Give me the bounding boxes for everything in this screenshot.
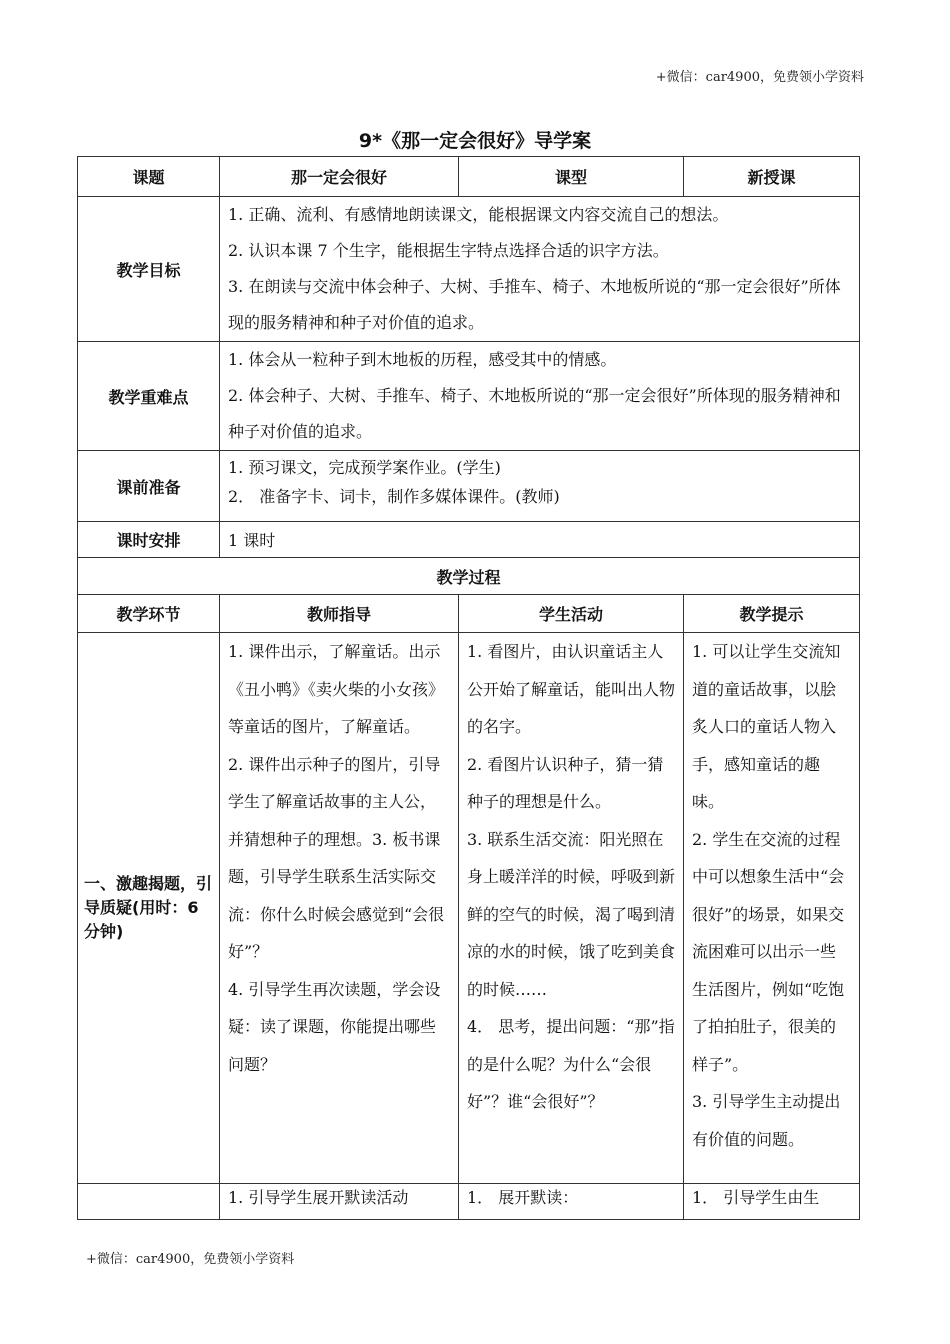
process-header-row: [78, 595, 860, 633]
key-point-item: 2. 体会种子、大树、手推车、椅子、木地板所说的“那一定会很好”所体现的服务精神和种子对价值的追求。: [228, 386, 841, 441]
type-label: 课型: [459, 157, 684, 197]
stage2-row: [78, 1184, 860, 1220]
tip-step: 1. 可以让学生交流知道的童话故事，以脍炙人口的童话人物入手，感知童话的趣味。: [692, 642, 841, 811]
watermark-top: +微信：car4900，免费领小学资料: [655, 70, 864, 85]
type-value: 新授课: [684, 157, 860, 197]
process-title: 教学过程: [78, 558, 860, 595]
stage1-teacher: [220, 633, 459, 1184]
goal-item: 1. 正确、流利、有感情地朗读课文，能根据课文内容交流自己的想法。: [228, 205, 729, 224]
prep-item: 2． 准备字卡、词卡，制作多媒体课件。(教师): [228, 487, 560, 506]
student-step: 3. 联系生活交流：阳光照在身上暖洋洋的时候，呼吸到新鲜的空气的时候，渴了喝到清凉的水的时候，饿了吃到美食的时候……: [467, 829, 676, 999]
key-points-label: 教学重难点: [78, 342, 220, 451]
stage1-label: 一、激趣揭题，引导质疑(用时：6 分钟): [78, 633, 220, 1184]
process-header-tips: 教学提示: [684, 595, 860, 633]
prep-row: [78, 451, 860, 522]
schedule-value: 1 课时: [220, 522, 860, 558]
teacher-step: 1. 课件出示，了解童话。出示《丑小鸭》《卖火柴的小女孩》等童话的图片，了解童话。: [228, 642, 445, 736]
lesson-plan-table: [77, 156, 860, 1220]
schedule-row: [78, 522, 860, 558]
topic-label: 课题: [78, 157, 220, 197]
stage2-student: 1． 展开默读：: [459, 1184, 684, 1220]
info-row: [78, 157, 860, 197]
key-points-content: [220, 342, 860, 451]
key-point-item: 1. 体会从一粒种子到木地板的历程，感受其中的情感。: [228, 350, 617, 369]
goals-label: 教学目标: [78, 197, 220, 342]
goals-row: [78, 197, 860, 342]
goals-content: [220, 197, 860, 342]
stage2-label: [78, 1184, 220, 1220]
schedule-label: 课时安排: [78, 522, 220, 558]
prep-content: [220, 451, 860, 522]
goal-item: 2. 认识本课 7 个生字，能根据生字特点选择合适的识字方法。: [228, 241, 669, 260]
process-header-student: 学生活动: [459, 595, 684, 633]
prep-item: 1. 预习课文，完成预学案作业。(学生): [228, 458, 501, 477]
goal-item: 3. 在朗读与交流中体会种子、大树、手推车、椅子、木地板所说的“那一定会很好”所体现的服务精神和种子对价值的追求。: [228, 277, 841, 332]
key-points-row: [78, 342, 860, 451]
student-step: 4． 思考，提出问题：“那”指的是什么呢？为什么“会很好”？谁“会很好”？: [467, 1017, 675, 1111]
tip-step: 2. 学生在交流的过程中可以想象生活中“会很好”的场景，如果交流困难可以出示一些生活图片，例如“吃饱了拍拍肚子，很美的样子”。: [692, 829, 845, 1074]
prep-label: 课前准备: [78, 451, 220, 522]
page-title: 9*《那一定会很好》导学案: [358, 130, 592, 152]
stage2-tips: 1． 引导学生由生: [684, 1184, 860, 1220]
topic-value: 那一定会很好: [220, 157, 459, 197]
stage1-tips: [684, 633, 860, 1184]
watermark-bottom: +微信：car4900，免费领小学资料: [86, 1252, 295, 1267]
process-title-row: [78, 558, 860, 595]
stage1-row: [78, 633, 860, 1184]
teacher-step: 4. 引导学生再次读题，学会设疑：读了课题，你能提出哪些问题？: [228, 979, 441, 1074]
tip-step: 3. 引导学生主动提出有价值的问题。: [692, 1092, 841, 1149]
stage2-teacher: 1. 引导学生展开默读活动: [220, 1184, 459, 1220]
process-header-teacher: 教师指导: [220, 595, 459, 633]
process-header-stage: 教学环节: [78, 595, 220, 633]
student-step: 1. 看图片，由认识童话主人公开始了解童话，能叫出人物的名字。: [467, 642, 676, 736]
student-step: 2. 看图片认识种子，猜一猜种子的理想是什么。: [467, 754, 664, 811]
stage1-student: [459, 633, 684, 1184]
teacher-step: 2. 课件出示种子的图片，引导学生了解童话故事的主人公，并猜想种子的理想。3. 板书课题，引导学生联系生活实际交流：你什么时候会感觉到“会很好”？: [228, 754, 445, 961]
